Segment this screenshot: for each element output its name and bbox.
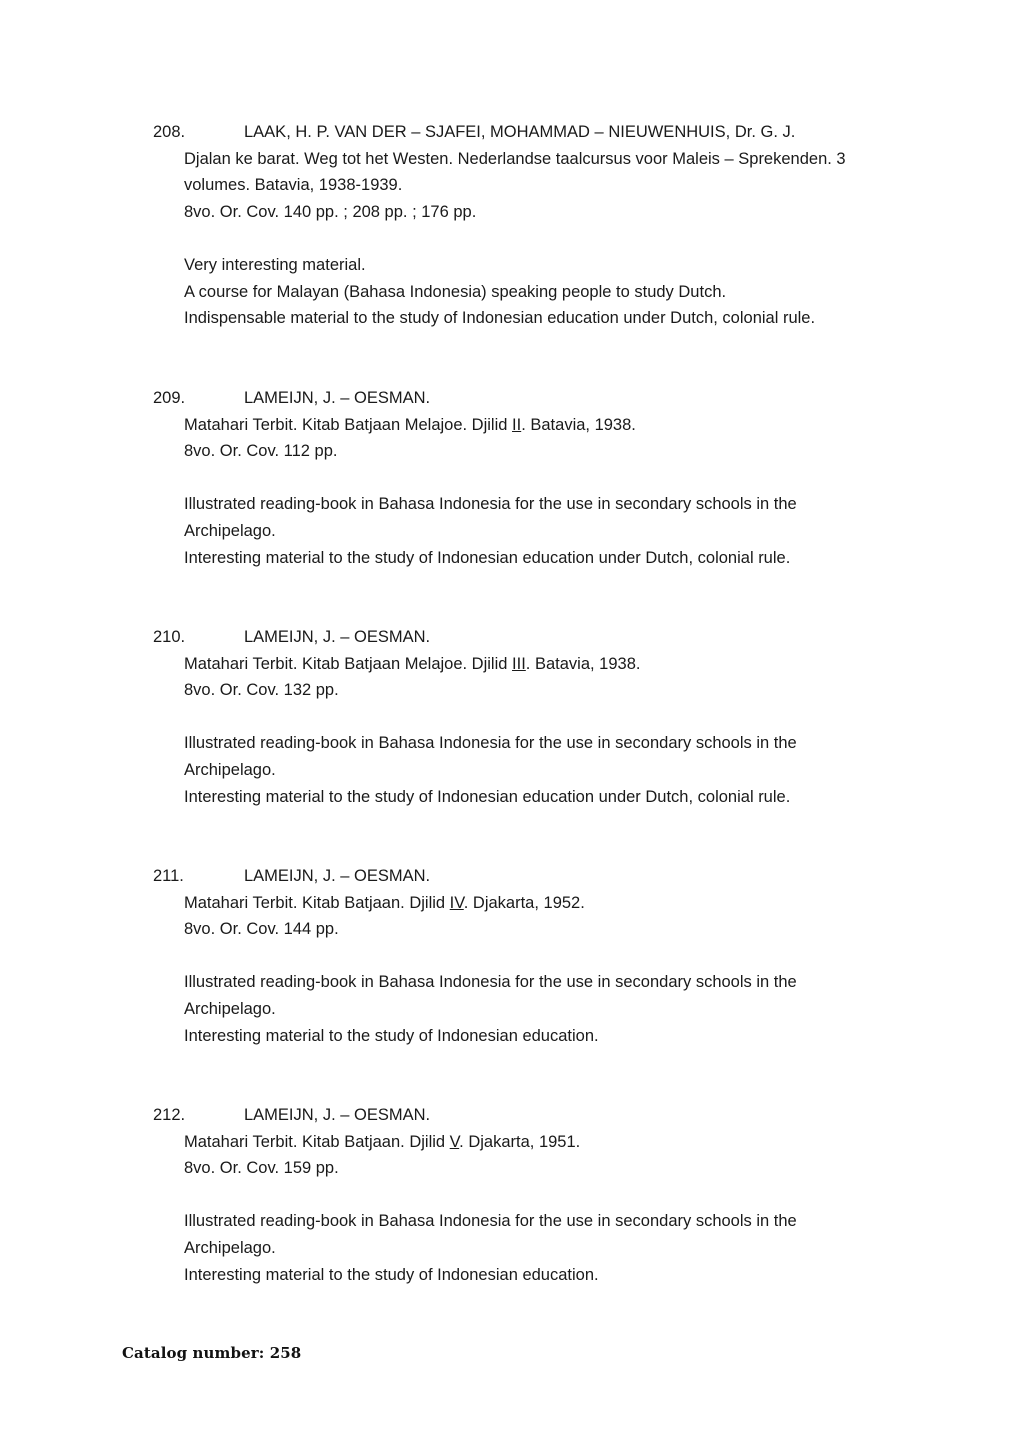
entry-note: Illustrated reading-book in Bahasa Indonesia for the use in secondary schools in the [184, 495, 797, 514]
entry-author: LAMEIJN, J. – OESMAN. [244, 628, 431, 646]
entry-title-text: . Djakarta, 1952. [463, 893, 585, 912]
entry-title-line: volumes. Batavia, 1938-1939. [184, 176, 403, 195]
entry-title [184, 890, 893, 917]
entry-author: LAMEIJN, J. – OESMAN. [244, 389, 431, 407]
entry-author: LAAK, H. P. VAN DER – SJAFEI, MOHAMMAD – NIEUWENHUIS, Dr. G. J. [244, 123, 796, 141]
entry-number: 211. [153, 867, 184, 885]
entry-note: A course for Malayan (Bahasa Indonesia) speaking people to study Dutch. [184, 282, 727, 301]
entry-body [153, 412, 893, 572]
entry-heading [153, 863, 893, 890]
entry-note: Very interesting material. [184, 255, 366, 274]
entry-title-text: Matahari Terbit. Kitab Batjaan. Djilid [184, 893, 450, 912]
catalog-entry-208 [153, 119, 893, 332]
entry-heading [153, 385, 893, 412]
entry-volume: II [512, 415, 522, 434]
entry-title-text: Matahari Terbit. Kitab Batjaan Melajoe. Djilid [184, 415, 513, 434]
entry-author: LAMEIJN, J. – OESMAN. [244, 867, 431, 885]
entry-number: 210. [153, 628, 186, 646]
entry-note: Illustrated reading-book in Bahasa Indonesia for the use in secondary schools in the [184, 973, 797, 992]
entry-note: Interesting material to the study of Indonesian education under Dutch, colonial rule. [184, 548, 791, 567]
entry-volume: V [449, 1132, 460, 1151]
entry-note: Illustrated reading-book in Bahasa Indonesia for the use in secondary schools in the [184, 1212, 797, 1231]
entry-note: Archipelago. [184, 521, 276, 540]
entry-title [184, 412, 893, 439]
catalog-number-footer: Catalog number: 258 [122, 1344, 302, 1362]
entry-note: Interesting material to the study of Indonesian education. [184, 1026, 599, 1045]
entry-note: Archipelago. [184, 1238, 276, 1257]
catalog-entry-209 [153, 385, 893, 571]
entry-title-line: Djalan ke barat. Weg tot het Westen. Nederlandse taalcursus voor Maleis – Sprekenden. 3 [184, 149, 846, 168]
entry-title-text: . Djakarta, 1951. [459, 1132, 581, 1151]
entry-note: Interesting material to the study of Indonesian education. [184, 1265, 599, 1284]
entry-note: Archipelago. [184, 999, 276, 1018]
entry-note: Indispensable material to the study of Indonesian education under Dutch, colonial rule. [184, 309, 816, 328]
entry-author: LAMEIJN, J. – OESMAN. [244, 1106, 431, 1124]
entry-body [153, 651, 893, 811]
entry-number: 212. [153, 1106, 186, 1124]
catalog-entry-212 [153, 1102, 893, 1288]
entry-body [153, 146, 893, 332]
entry-heading [153, 624, 893, 651]
entry-note: Interesting material to the study of Indonesian education under Dutch, colonial rule. [184, 787, 791, 806]
entry-note: Archipelago. [184, 760, 276, 779]
entry-format: 8vo. Or. Cov. 112 pp. [184, 442, 338, 461]
entry-note: Illustrated reading-book in Bahasa Indonesia for the use in secondary schools in the [184, 734, 797, 753]
entry-title [184, 651, 893, 678]
entry-format: 8vo. Or. Cov. 132 pp. [184, 681, 339, 700]
entry-title-text: . Batavia, 1938. [521, 415, 636, 434]
entry-heading [153, 119, 893, 146]
entry-body [153, 890, 893, 1050]
entry-number: 209. [153, 389, 186, 407]
entry-number: 208. [153, 123, 186, 141]
catalog-entry-211 [153, 863, 893, 1049]
entry-title [184, 1129, 893, 1156]
entry-format: 8vo. Or. Cov. 159 pp. [184, 1159, 339, 1178]
entry-heading [153, 1102, 893, 1129]
entry-body [153, 1129, 893, 1289]
entry-volume: IV [449, 893, 464, 912]
catalog-entry-210 [153, 624, 893, 810]
entry-title-text: Matahari Terbit. Kitab Batjaan. Djilid [184, 1132, 450, 1151]
entry-format: 8vo. Or. Cov. 144 pp. [184, 920, 339, 939]
entry-format: 8vo. Or. Cov. 140 pp. ; 208 pp. ; 176 pp. [184, 202, 477, 221]
entry-title-text: . Batavia, 1938. [525, 654, 641, 673]
entry-volume: III [512, 654, 526, 673]
entry-title-text: Matahari Terbit. Kitab Batjaan Melajoe. Djilid [184, 654, 513, 673]
